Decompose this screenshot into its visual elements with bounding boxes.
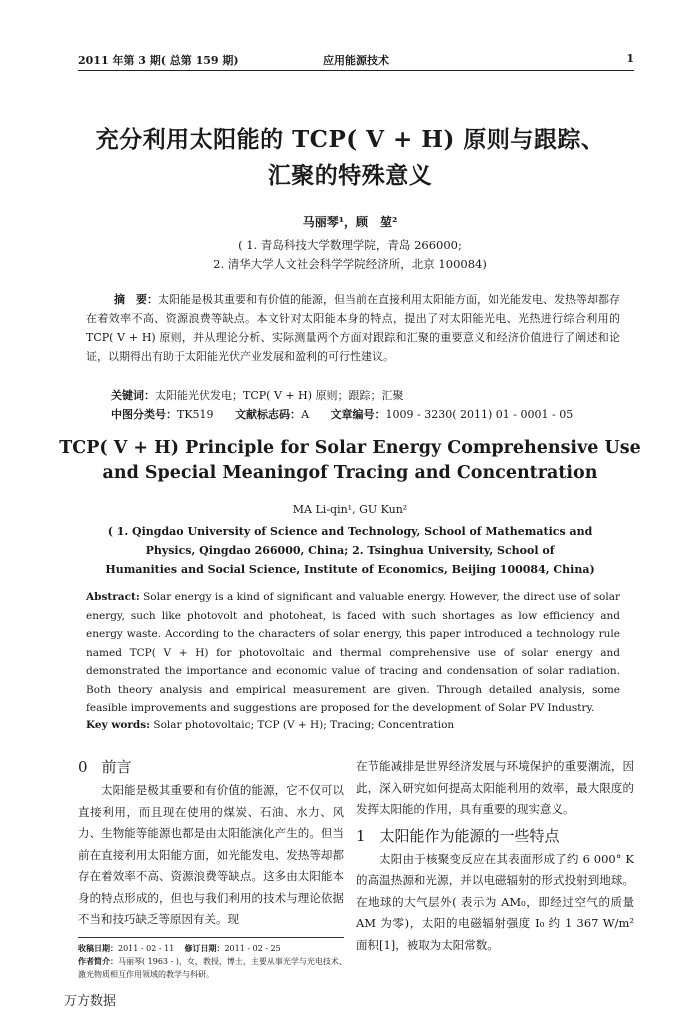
received-label: 收稿日期： [78,943,118,953]
issue-info: 2011 年第 3 期( 总第 159 期) [78,54,239,67]
section-0-heading [78,756,344,778]
page-number: 1 [626,52,634,65]
body-column-left [78,756,344,931]
keywords-en-text: Solar photovoltaic; TCP (V + H); Tracing; Concentration [150,719,455,731]
section-1-number: 1 [356,826,366,845]
journal-name: 应用能源技术 [323,54,389,67]
title-en-line1: TCP( V + H) Principle for Solar Energy Comprehensive Use [59,438,641,458]
doc-code-label: 文献标志码： [235,408,302,421]
wanfang-watermark: 万方数据 [64,994,117,1009]
section-0-continuation: 在节能减排是世界经济发展与环境保护的重要潮流，因此，深入研究如何提高太阳能利用的效率，最大限度的发挥太阳能的作用，具有重要的现实意义。 [356,759,634,816]
abstract-english [86,588,620,718]
abstract-cn-text: 太阳能是极其重要和有价值的能源，但当前在直接利用太阳能方面，如光能发电、发热等却都存在着效率不高、资源浪费等缺点。本文针对太阳能本身的特点，提出了对太阳能光电、光热进行综合利用的 TCP( V + H) 原则，并从理论分析、实际测量两个方面对跟踪和汇聚的重要意义和经济价值进行了阐述和论证，以期得出有助于太阳能光伏产业发展和盈利的可行性建议。 [86,293,620,363]
keywords-cn-text: 太阳能光伏发电；TCP( V + H) 原则；跟踪；汇聚 [155,389,404,402]
title-en-line2: and Special Meaningof Tracing and Concentration [102,463,598,483]
section-1-title: 太阳能作为能源的一些特点 [379,826,560,845]
authors-english: MA Li-qin¹, GU Kun² [292,503,408,516]
article-id-label: 文章编号： [330,408,386,421]
title-cn-line2: 汇聚的特殊意义 [267,162,433,189]
section-0-number: 0 [78,758,88,776]
revised-label: 修订日期： [184,943,225,953]
classification-line [111,406,611,422]
aff-cn-line2: 2. 清华大学人文社会科学学院经济所，北京 100084) [213,257,487,271]
title-chinese [60,122,640,194]
affiliations-english [90,522,610,579]
revised-date: 2011 - 02 - 25 [224,944,281,953]
aff-en-line3: Humanities and Social Science, Institute of Economics, Beijing 100084, China) [105,563,595,576]
keywords-english [86,719,454,731]
abstract-en-label: Abstract: [86,591,140,603]
keywords-chinese [111,387,403,403]
keywords-cn-label: 关键词： [111,389,155,402]
aff-en-line2: Physics, Qingdao 266000, China; 2. Tsinghua University, School of [145,544,555,557]
title-cn-line1: 充分利用太阳能的 TCP( V + H) 原则与跟踪、 [95,126,605,153]
doc-code: A [301,408,310,421]
aff-cn-line1: ( 1. 青岛科技大学数理学院，青岛 266000; [238,238,462,252]
footnote-divider [78,937,344,938]
footnote [78,942,348,981]
abstract-en-text: Solar energy is a kind of significant and valuable energy. However, the direct use of solar energy, such like photovolt and photoheat, is faced with such shortages as low efficiency and energy waste. According to the characters of solar energy, this paper introduced a technology rule named TCP( V + H) for photovoltaic and thermal comprehensive use of solar energy and demonstrated the importance and economic value of tracing and condensation of solar radiation. Both theory analysis and empirical measurement are given. Through detailed analysis, some feasible improvements and suggestions are proposed for the development of Solar PV Industry. [86,591,620,714]
body-column-right [356,756,634,956]
running-header [78,52,634,71]
section-0-title: 前言 [101,758,132,776]
footnote-dates [78,942,348,955]
title-english [40,436,660,486]
affiliations-chinese [0,236,700,274]
footnote-author [78,955,348,981]
received-date: 2011 - 02 - 11 [118,944,175,953]
clc-code: TK519 [177,408,214,421]
section-1-paragraph: 太阳由于核聚变反应在其表面形成了约 6 000° K的高温热源和光源，并以电磁辐射的形式投射到地球。在地球的大气层外( 表示为 AM₀，即经过空气的质量 AM 为零)，太阳的电磁辐射强度 I₀ 约 1 367 W/m² 面积[1]，被取为太阳常数。 [356,851,634,952]
keywords-en-label: Key words: [86,719,151,731]
clc-label: 中图分类号： [111,408,177,421]
authors-chinese: 马丽琴¹，顾 堃² [302,215,398,229]
section-1-heading [356,825,634,847]
section-0-paragraph: 太阳能是极其重要和有价值的能源，它不仅可以直接利用，而且现在使用的煤炭、石油、水力、风力、生物能等能源也都是由太阳能演化产生的。但当前在直接利用太阳能方面，如光能发电、发热等却都存在着效率不高、资源浪费等缺点。这多由太阳能本身的特点形成的，但也与我们利用的技术与理论依据不当和技巧缺乏等原因有关。现 [78,783,344,926]
aff-en-line1: ( 1. Qingdao University of Science and Technology, School of Mathematics and [107,525,593,538]
author-bio-label: 作者简介： [78,956,118,966]
abstract-cn-label: 摘 要： [114,293,158,306]
abstract-chinese [86,290,620,366]
author-bio: 马丽琴( 1963 - )，女，教授，博士，主要从事光学与光电技术、激光物质相互作用领域的教学与科研。 [78,957,347,979]
article-id: 1009 - 3230( 2011) 01 - 0001 - 05 [385,408,574,421]
